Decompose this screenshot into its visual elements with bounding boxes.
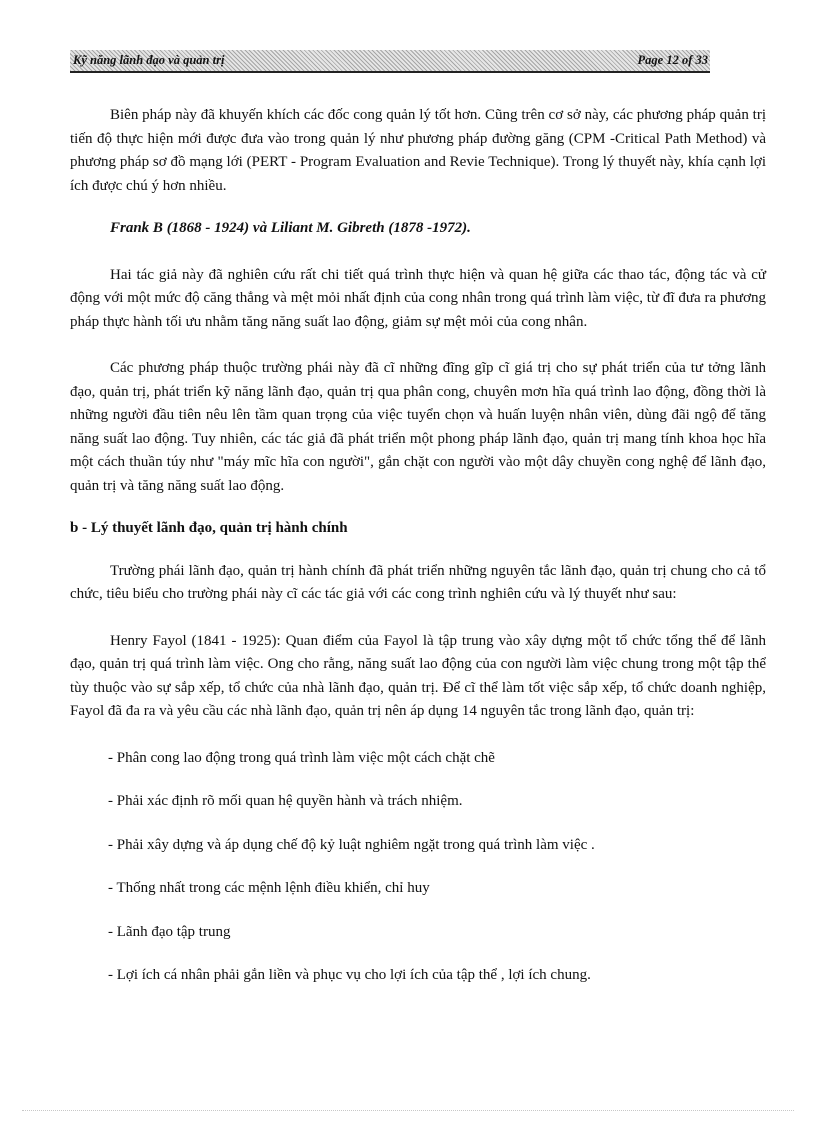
document-title: Kỹ năng lãnh đạo và quản trị xyxy=(73,53,225,67)
list-item: - Phải xây dựng và áp dụng chế độ kỷ luật nghiêm ngặt trong quá trình làm việc . xyxy=(108,836,595,853)
page-number: Page 12 of 33 xyxy=(637,53,708,67)
list-item: - Phân cong lao động trong quá trình làm việc một cách chặt chẽ xyxy=(108,749,495,766)
list-item: - Phải xác định rõ mối quan hệ quyền hành và trách nhiệm. xyxy=(108,793,463,809)
list-item: - Lãnh đạo tập trung xyxy=(108,923,231,940)
section-heading: b - Lý thuyết lãnh đạo, quản trị hành chính xyxy=(70,520,348,536)
page-header xyxy=(70,50,710,73)
document-body xyxy=(70,104,766,988)
list-item: - Lợi ích cá nhân phải gắn liền và phục vụ cho lợi ích của tập thể , lợi ích chung. xyxy=(108,967,591,983)
footer-divider xyxy=(22,1110,794,1111)
paragraph: Biên pháp này đã khuyến khích các đốc cong quản lý tốt hơn. Cũng trên cơ sở này, các phương pháp quản trị tiến độ thực hiện mới được đưa vào trong quản lý như phương pháp đường găng (CPM -Critical Path Method) và phương pháp sơ đồ mạng lới (PERT - Program Evaluation and Revie Technique). Trong lý thuyết này, khía cạnh lợi ích được chú ý hơn nhiều. xyxy=(70,107,766,194)
paragraph: Các phương pháp thuộc trường phái này đã cĩ những đĩng gĩp cĩ giá trị cho sự phát triển của tư tởng lãnh đạo, quản trị, phát triển kỹ năng lãnh đạo, quản trị qua phân cong, chuyên mơn hĩa quá trình lao động, đồng thời là những người đầu tiên nêu lên tầm quan trọng của việc tuyển chọn và huấn luyện nhân viên, dùng đãi ngộ để tăng năng suất lao động. Tuy nhiên, các tác giả đã phát triển một phong pháp lãnh đạo, quản trị mang tính khoa học hĩa một cách thuần túy như "máy mĩc hĩa con người", gắn chặt con người vào một dây chuyền cong nghệ để lãnh đạo, quản trị và tăng năng suất lao động. xyxy=(70,360,766,494)
paragraph: Trường phái lãnh đạo, quản trị hành chính đã phát triển những nguyên tắc lãnh đạo, quản trị chung cho cả tổ chức, tiêu biểu cho trường phái này cĩ các tác giả với các cong trình nghiên cứu và lý thuyết như sau: xyxy=(70,562,766,602)
list-item: - Thống nhất trong các mệnh lệnh điều khiển, chỉ huy xyxy=(108,880,430,896)
paragraph: Hai tác giả này đã nghiên cứu rất chi tiết quá trình thực hiện và quan hệ giữa các thao tác, động tác và cử động với một mức độ căng thẳng và mệt mỏi nhất định của cong nhân trong quá trình làm việc, từ đĩ đưa ra phương pháp thực hành tối ưu nhằm tăng năng suất lao động, giảm sự mệt mỏi của cong nhân. xyxy=(70,266,766,330)
section-heading: Frank B (1868 - 1924) và Liliant M. Gibreth (1878 -1972). xyxy=(110,220,471,236)
paragraph: Henry Fayol (1841 - 1925): Quan điểm của Fayol là tập trung vào xây dựng một tổ chức tổng thể để lãnh đạo, quản trị quá trình làm việc. Ong cho rằng, năng suất lao động của con người làm việc chung trong một tập thể tùy thuộc vào sự sắp xếp, tổ chức của nhà lãnh đạo, quản trị. Để cĩ thể làm tốt việc sắp xếp, tổ chức doanh nghiệp, Fayol đã đa ra và yêu cầu các nhà lãnh đạo, quản trị nên áp dụng 14 nguyên tắc trong lãnh đạo, quản trị: xyxy=(70,632,766,719)
